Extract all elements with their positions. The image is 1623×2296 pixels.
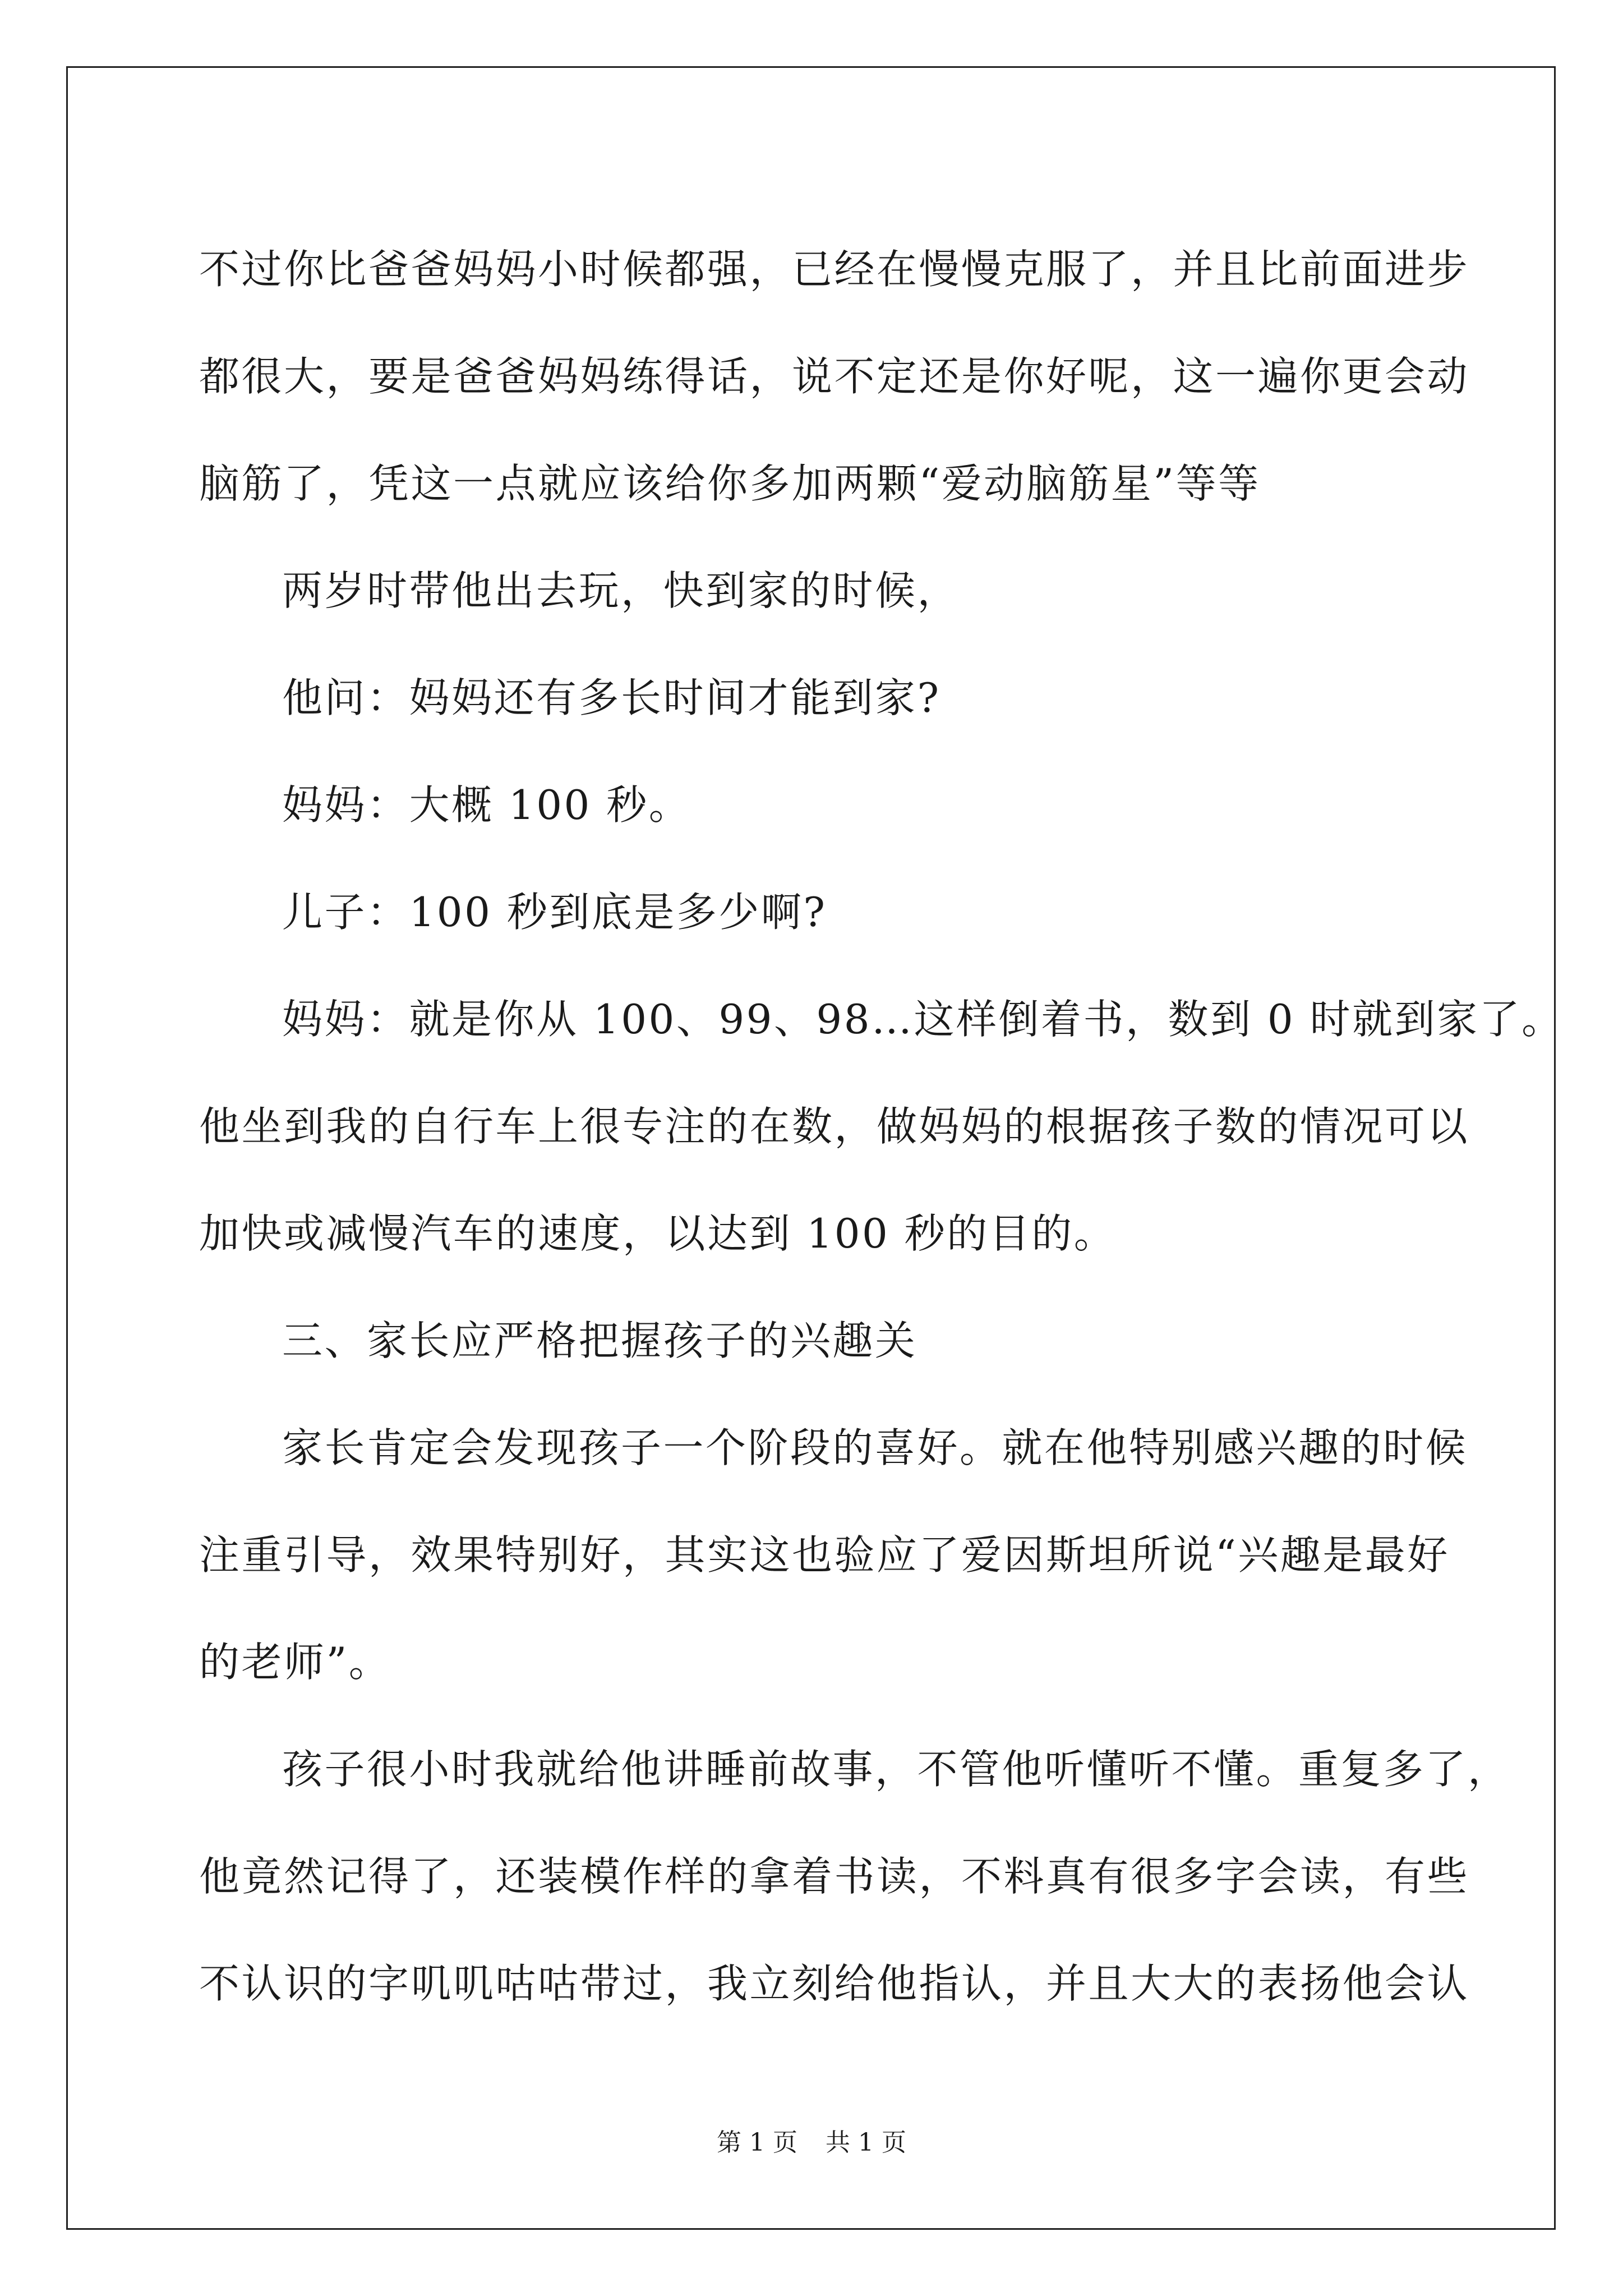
text-line: 他竟然记得了，还装模作样的拿着书读，不料真有很多字会读，有些 xyxy=(199,1853,1470,1900)
text-line: 妈妈：大概 100 秒。 xyxy=(282,781,691,829)
text-line: 的老师”。 xyxy=(199,1639,391,1686)
page-footer xyxy=(0,2126,1623,2160)
text-line: 他坐到我的自行车上很专注的在数，做妈妈的根据孩子数的情况可以 xyxy=(199,1103,1470,1150)
text-line: 孩子很小时我就给他讲睡前故事，不管他听懂听不懂。重复多了， xyxy=(282,1746,1510,1793)
text-line: 他问：妈妈还有多长时间才能到家? xyxy=(282,674,941,721)
text-line: 妈妈：就是你从 100、99、98…这样倒着书，数到 0 时就到家了。 xyxy=(282,996,1564,1043)
text-line: 加快或减慢汽车的速度，以达到 100 秒的目的。 xyxy=(199,1210,1117,1257)
page-number: 第 1 页 xyxy=(717,2128,797,2157)
document-body xyxy=(199,216,1564,2037)
text-line: 家长肯定会发现孩子一个阶段的喜好。就在他特别感兴趣的时候 xyxy=(282,1424,1468,1471)
text-line: 不认识的字叽叽咕咕带过，我立刻给他指认，并且大大的表扬他会认 xyxy=(199,1960,1470,2007)
text-line: 注重引导，效果特别好，其实这也验应了爱因斯坦所说“兴趣是最好 xyxy=(199,1531,1450,1579)
text-line: 都很大，要是爸爸妈妈练得话，说不定还是你好呢，这一遍你更会动 xyxy=(199,353,1470,400)
text-line: 儿子：100 秒到底是多少啊? xyxy=(282,889,827,936)
text-line: 不过你比爸爸妈妈小时候都强，已经在慢慢克服了，并且比前面进步 xyxy=(199,246,1470,293)
section-heading: 三、家长应严格把握孩子的兴趣关 xyxy=(282,1317,917,1364)
text-line: 两岁时带他出去玩，快到家的时候， xyxy=(282,567,960,614)
text-line: 脑筋了，凭这一点就应该给你多加两颗“爱动脑筋星”等等 xyxy=(199,460,1261,507)
page-total: 共 1 页 xyxy=(826,2128,906,2157)
